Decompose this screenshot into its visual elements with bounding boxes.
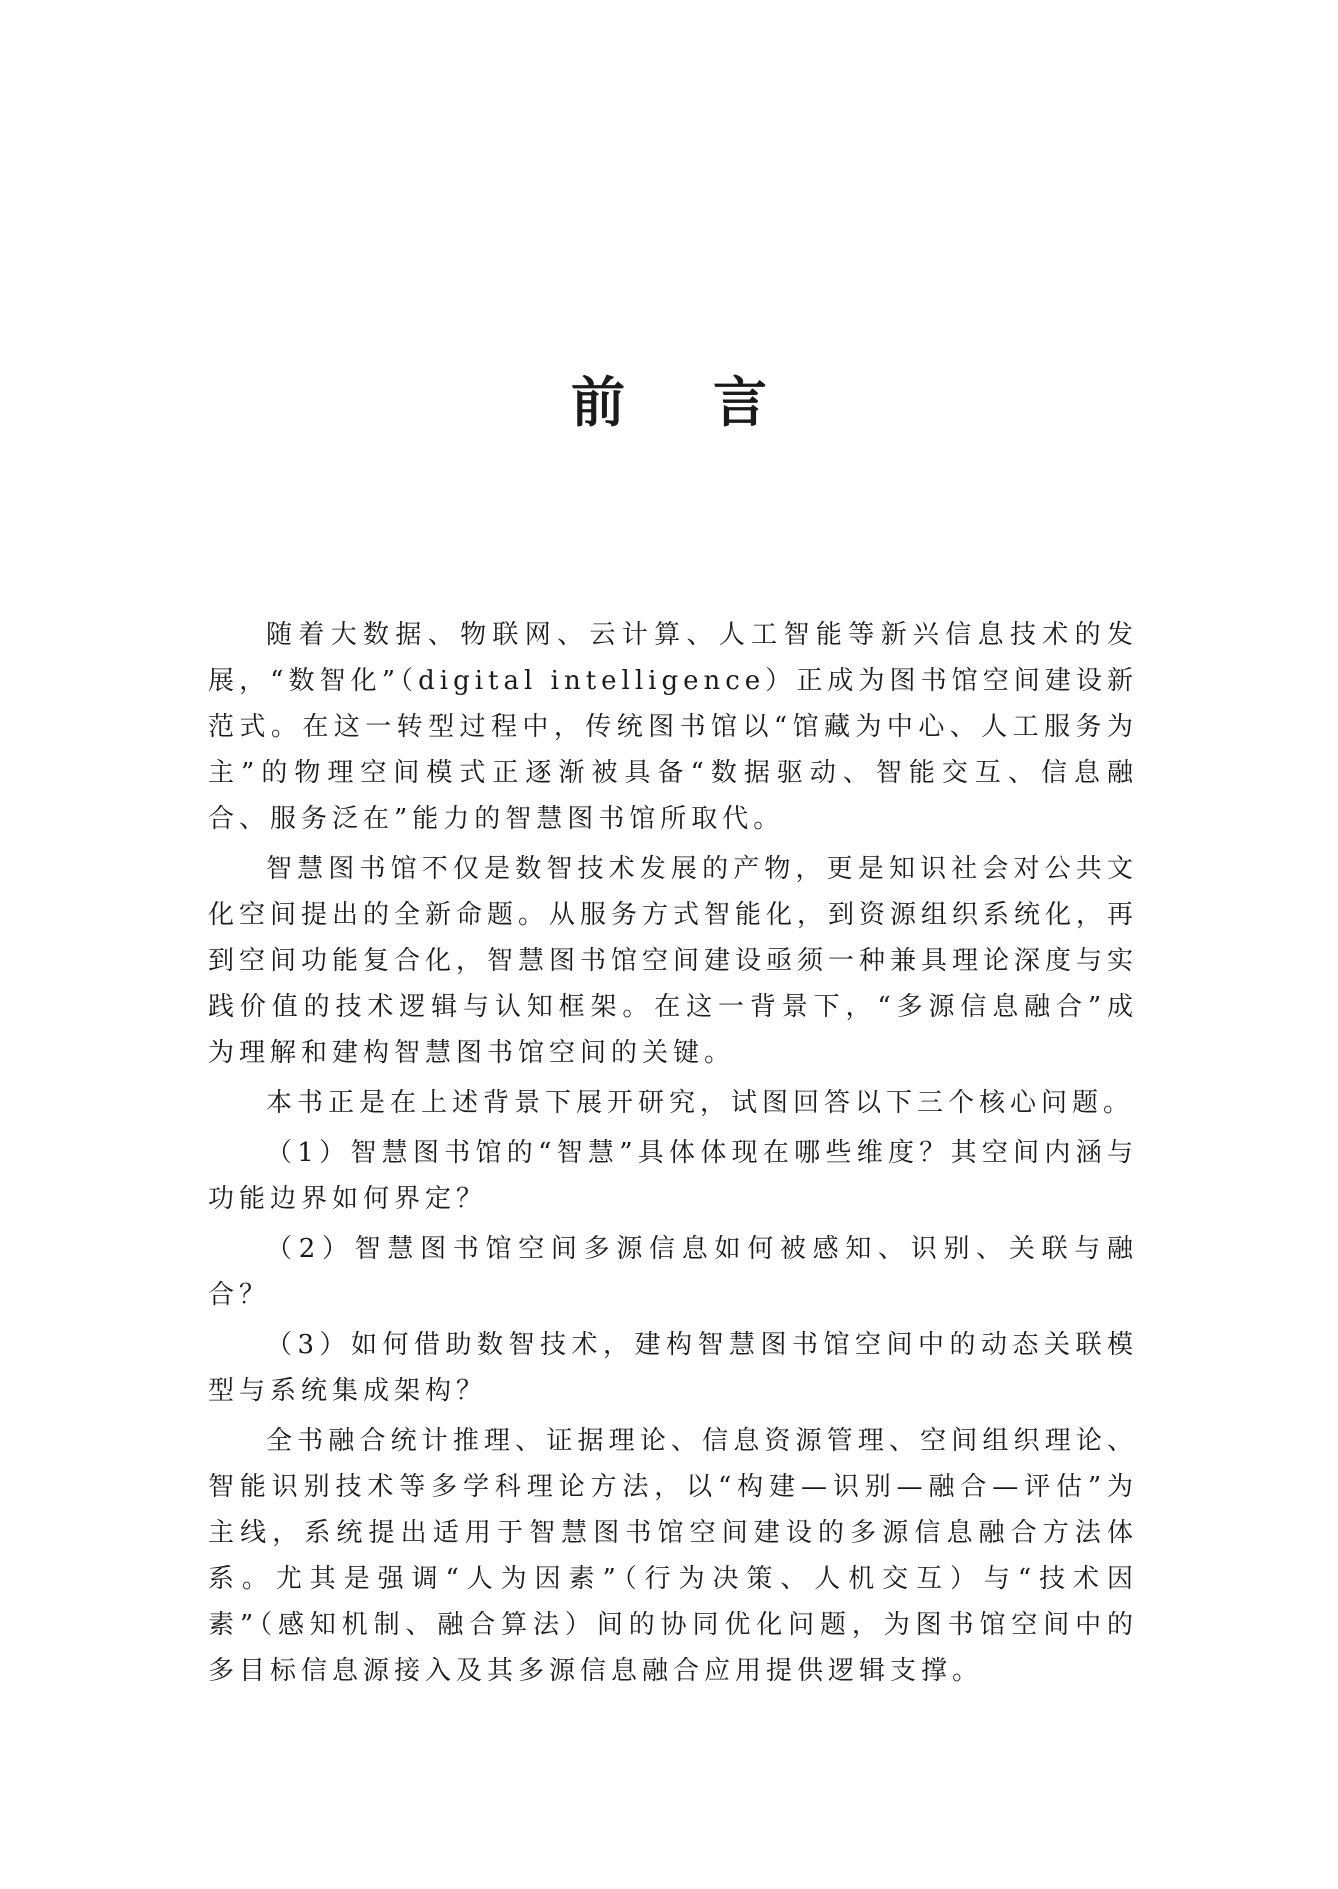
paragraph-2: 智慧图书馆不仅是数智技术发展的产物，更是知识社会对公共文化空间提出的全新命题。从服务方式智能化，到资源组织系统化，再到空间功能复合化，智慧图书馆空间建设亟须一种兼具理论深度与实践价值的技术逻辑与认知框架。在这一背景下，“多源信息融合”成为理解和建构智慧图书馆空间的关键。 xyxy=(208,854,1139,1068)
question-3: （3）如何借助数智技术，建构智慧图书馆空间中的动态关联模型与系统集成架构？ xyxy=(208,1330,1138,1406)
question-1: （1）智慧图书馆的“智慧”具体体现在哪些维度？其空间内涵与功能边界如何界定？ xyxy=(208,1138,1138,1214)
paragraph-1: 随着大数据、物联网、云计算、人工智能等新兴信息技术的发展，“数智化”（digital intelligence）正成为图书馆空间建设新范式。在这一转型过程中，传统图书馆以“馆藏为中心、人工服务为主”的物理空间模式正逐渐被具备“数据驱动、智能交互、信息融合、服务泛在”能力的智慧图书馆所取代。 xyxy=(208,620,1138,834)
preface-body xyxy=(208,612,1138,1698)
question-2: （2）智慧图书馆空间多源信息如何被感知、识别、关联与融合？ xyxy=(208,1234,1138,1310)
paragraph-4: 全书融合统计推理、证据理论、信息资源管理、空间组织理论、智能识别技术等多学科理论方法，以“构建—识别—融合—评估”为主线，系统提出适用于智慧图书馆空间建设的多源信息融合方法体系。尤其是强调“人为因素”（行为决策、人机交互）与“技术因素”（感知机制、融合算法）间的协同优化问题，为图书馆空间中的多目标信息源接入及其多源信息融合应用提供逻辑支撑。 xyxy=(208,1426,1138,1686)
paragraph-3: 本书正是在上述背景下展开研究，试图回答以下三个核心问题。 xyxy=(266,1088,1135,1118)
page-title: 前言 xyxy=(571,370,855,434)
